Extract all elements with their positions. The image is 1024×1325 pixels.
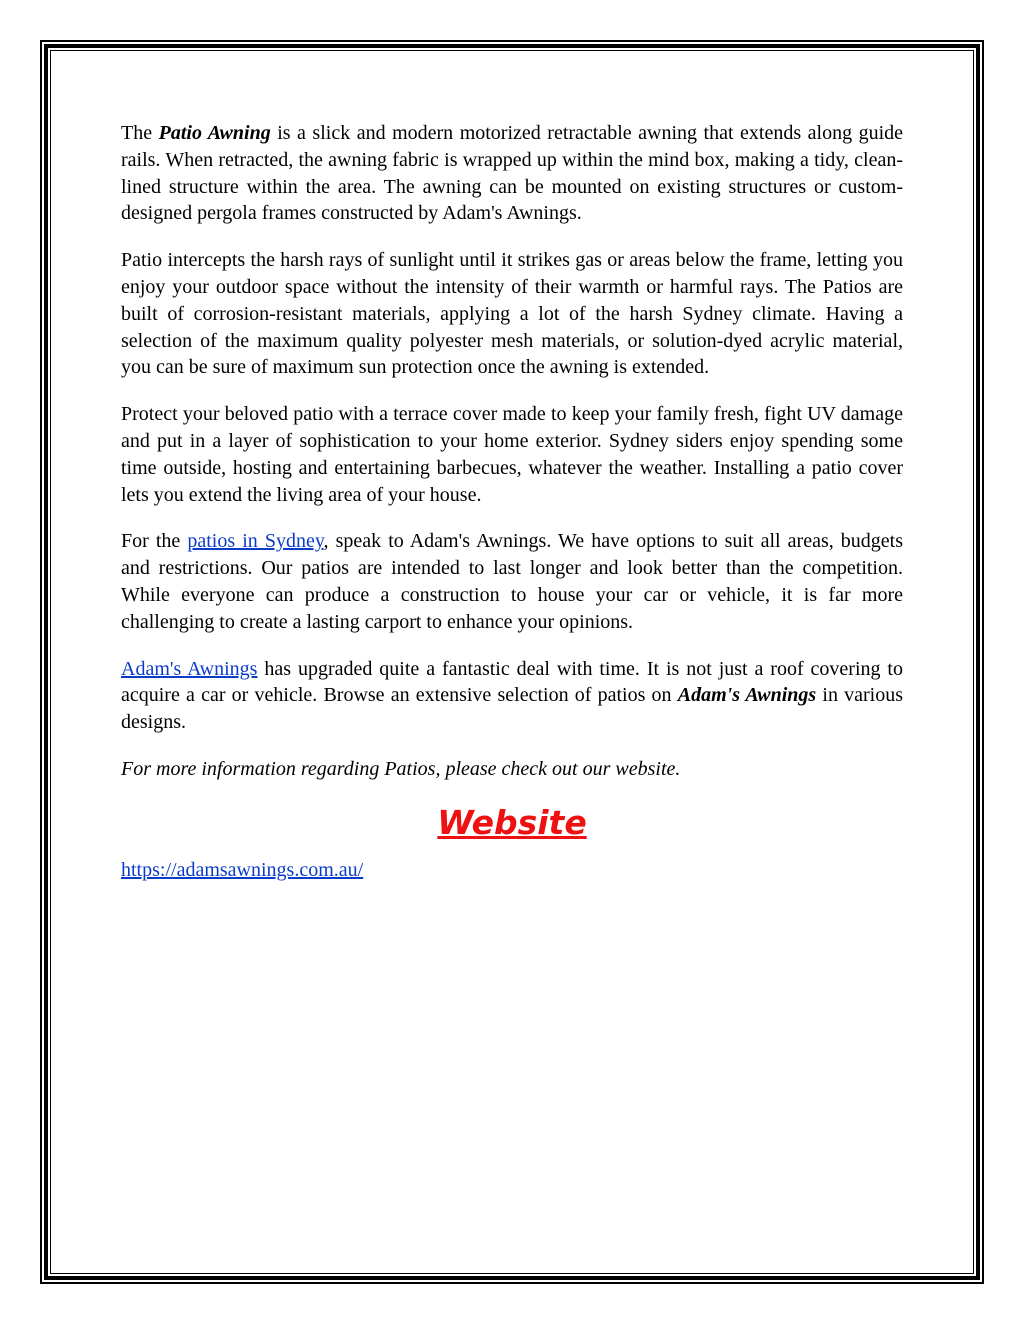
p5-tail: in various designs. [121, 684, 903, 734]
product-name-patio-awning: Patio Awning [158, 122, 271, 144]
brand-name-adams-awnings: Adam's Awnings [677, 684, 817, 707]
website-url-link[interactable]: https://adamsawnings.com.au/ [121, 858, 364, 881]
website-url-line [121, 857, 903, 884]
p4-lead: For the [121, 530, 188, 553]
p4-text: , speak to Adam's Awnings. We have options to suit all areas, budgets and restrictions. Our patios are intended to last longer and look better than the competition. While everyone can produce a construction to house your car or vehicle, it is far more challenging to create a lasting carport to enhance your opinions. [121, 530, 904, 633]
p5-text: has upgraded quite a fantastic deal with time. It is not just a roof covering to acquire a car or vehicle. Browse an extensive selection of patios on [121, 657, 903, 707]
paragraph-sun-protection: Patio intercepts the harsh rays of sunlight until it strikes gas or areas below the frame, letting you enjoy your outdoor space without the intensity of their warmth or harmful rays. The Patios are built of corrosion-resistant materials, applying a lot of the harsh Sydney climate. Having a selection of the maximum quality polyester mesh materials, or solution-dyed acrylic material, you can be sure of maximum sun protection once the awning is extended. [121, 249, 903, 379]
closing-note: For more information regarding Patios, please check out our website. [121, 757, 681, 780]
document-body [121, 120, 903, 904]
patios-in-sydney-link[interactable]: patios in Sydney [187, 530, 324, 553]
paragraph-adams-awnings [121, 656, 903, 736]
paragraph-patios-sydney [121, 528, 903, 635]
paragraph-terrace-cover: Protect your beloved patio with a terrace cover made to keep your family fresh, fight UV damage and put in a layer of sophistication to your home exterior. Sydney siders enjoy spending some time outside, hosting and entertaining barbecues, whatever the weather. Installing a patio cover lets you extend the living area of your house. [121, 403, 903, 506]
adams-awnings-link[interactable]: Adam's Awnings [121, 657, 258, 680]
p1-text: is a slick and modern motorized retractable awning that extends along guide rails. When retracted, the awning fabric is wrapped up within the mind box, making a tidy, clean-lined structure within the area. The awning can be mounted on existing structures or custom-designed pergola frames constructed by Adam's Awnings. [121, 122, 904, 225]
paragraph-patio-awning [121, 120, 903, 227]
p1-lead: The [121, 122, 159, 144]
website-heading: Website [437, 802, 587, 842]
